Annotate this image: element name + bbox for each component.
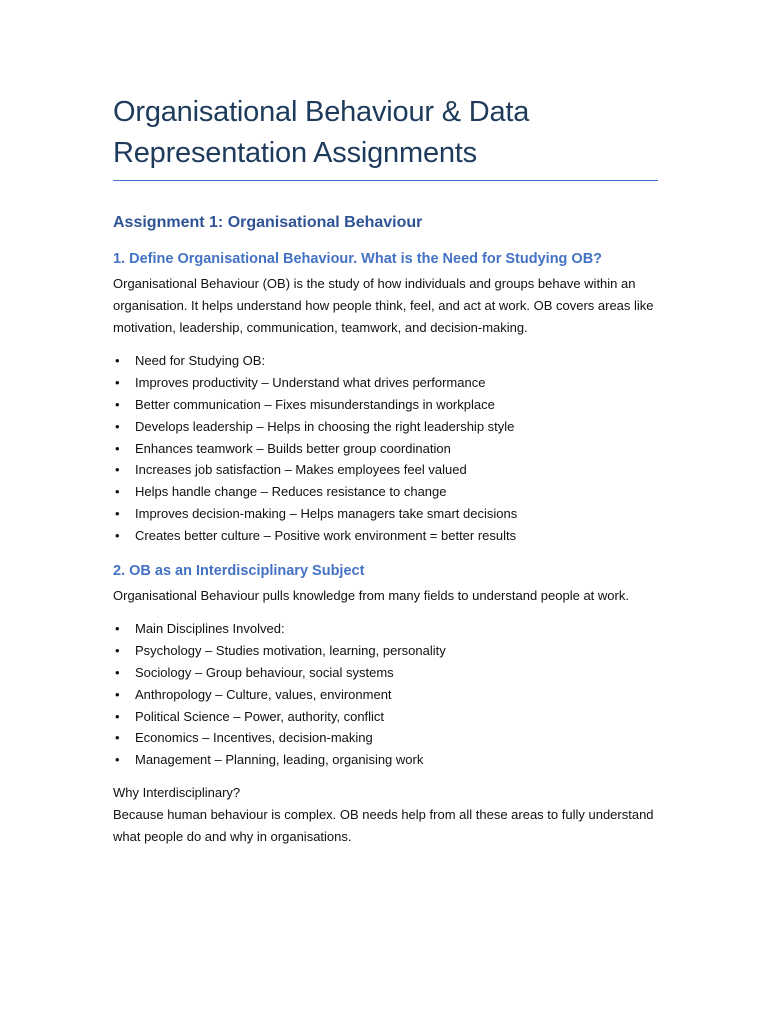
- list-item-text: Helps handle change – Reduces resistance to change: [135, 484, 447, 500]
- list-item: [113, 618, 658, 640]
- bullet-icon: •: [115, 375, 120, 391]
- document-title: Organisational Behaviour & Data Representation Assignments: [113, 92, 658, 181]
- list-item-text: Anthropology – Culture, values, environment: [135, 686, 392, 702]
- list-item-text: Management – Planning, leading, organising work: [135, 752, 424, 768]
- question-2-heading: 2. OB as an Interdisciplinary Subject: [113, 562, 365, 579]
- question-1-paragraph: Organisational Behaviour (OB) is the study of how individuals and groups behave within an organisation. It helps understand how people think, feel, and act at work. OB covers areas like motivation, leadership, communication, teamwork, and decision-making.: [113, 276, 654, 335]
- list-item-text: Economics – Incentives, decision-making: [135, 730, 373, 746]
- bullet-icon: •: [115, 396, 120, 412]
- list-item-text: Main Disciplines Involved:: [135, 621, 285, 637]
- list-item-text: Enhances teamwork – Builds better group coordination: [135, 440, 451, 456]
- question-1-heading: 1. Define Organisational Behaviour. What is the Need for Studying OB?: [113, 251, 603, 267]
- list-item: [113, 394, 658, 416]
- list-item: [113, 684, 658, 706]
- list-item-text: Better communication – Fixes misunderstandings in workplace: [135, 396, 495, 412]
- list-item: [113, 727, 658, 749]
- list-item: [113, 438, 658, 460]
- bullet-icon: •: [115, 752, 120, 768]
- why-interdisciplinary-label: Why Interdisciplinary?: [113, 784, 241, 800]
- bullet-icon: •: [115, 621, 120, 637]
- list-item-text: Develops leadership – Helps in choosing the right leadership style: [135, 418, 515, 434]
- list-item: [113, 459, 658, 481]
- bullet-icon: •: [115, 462, 120, 478]
- list-item-text: Sociology – Group behaviour, social systems: [135, 664, 394, 680]
- list-item-text: Need for Studying OB:: [135, 353, 266, 369]
- list-item-text: Creates better culture – Positive work environment = better results: [135, 527, 517, 543]
- list-item: [113, 350, 658, 372]
- list-item: [113, 640, 658, 662]
- list-item: [113, 662, 658, 684]
- bullet-icon: •: [115, 440, 120, 456]
- list-item: [113, 372, 658, 394]
- question-2-bullet-list: [113, 618, 658, 771]
- document-page: [113, 92, 658, 847]
- assignment-1-heading: Assignment 1: Organisational Behaviour: [113, 214, 423, 231]
- bullet-icon: •: [115, 484, 120, 500]
- bullet-icon: •: [115, 527, 120, 543]
- bullet-icon: •: [115, 664, 120, 680]
- list-item-text: Psychology – Studies motivation, learning, personality: [135, 643, 446, 659]
- why-interdisciplinary-text: Because human behaviour is complex. OB needs help from all these areas to fully understand what people do and why in organisations.: [113, 806, 654, 844]
- question-2-paragraph: Organisational Behaviour pulls knowledge from many fields to understand people at work.: [113, 587, 629, 603]
- list-item-text: Improves productivity – Understand what drives performance: [135, 375, 486, 391]
- list-item-text: Increases job satisfaction – Makes employees feel valued: [135, 462, 467, 478]
- list-item: [113, 525, 658, 547]
- bullet-icon: •: [115, 353, 120, 369]
- list-item: [113, 481, 658, 503]
- list-item-text: Improves decision-making – Helps managers take smart decisions: [135, 505, 518, 521]
- bullet-icon: •: [115, 643, 120, 659]
- bullet-icon: •: [115, 686, 120, 702]
- bullet-icon: •: [115, 708, 120, 724]
- bullet-icon: •: [115, 505, 120, 521]
- list-item: [113, 749, 658, 771]
- list-item: [113, 706, 658, 728]
- bullet-icon: •: [115, 418, 120, 434]
- list-item: [113, 416, 658, 438]
- question-1-bullet-list: [113, 350, 658, 546]
- list-item-text: Political Science – Power, authority, conflict: [135, 708, 385, 724]
- list-item: [113, 503, 658, 525]
- bullet-icon: •: [115, 730, 120, 746]
